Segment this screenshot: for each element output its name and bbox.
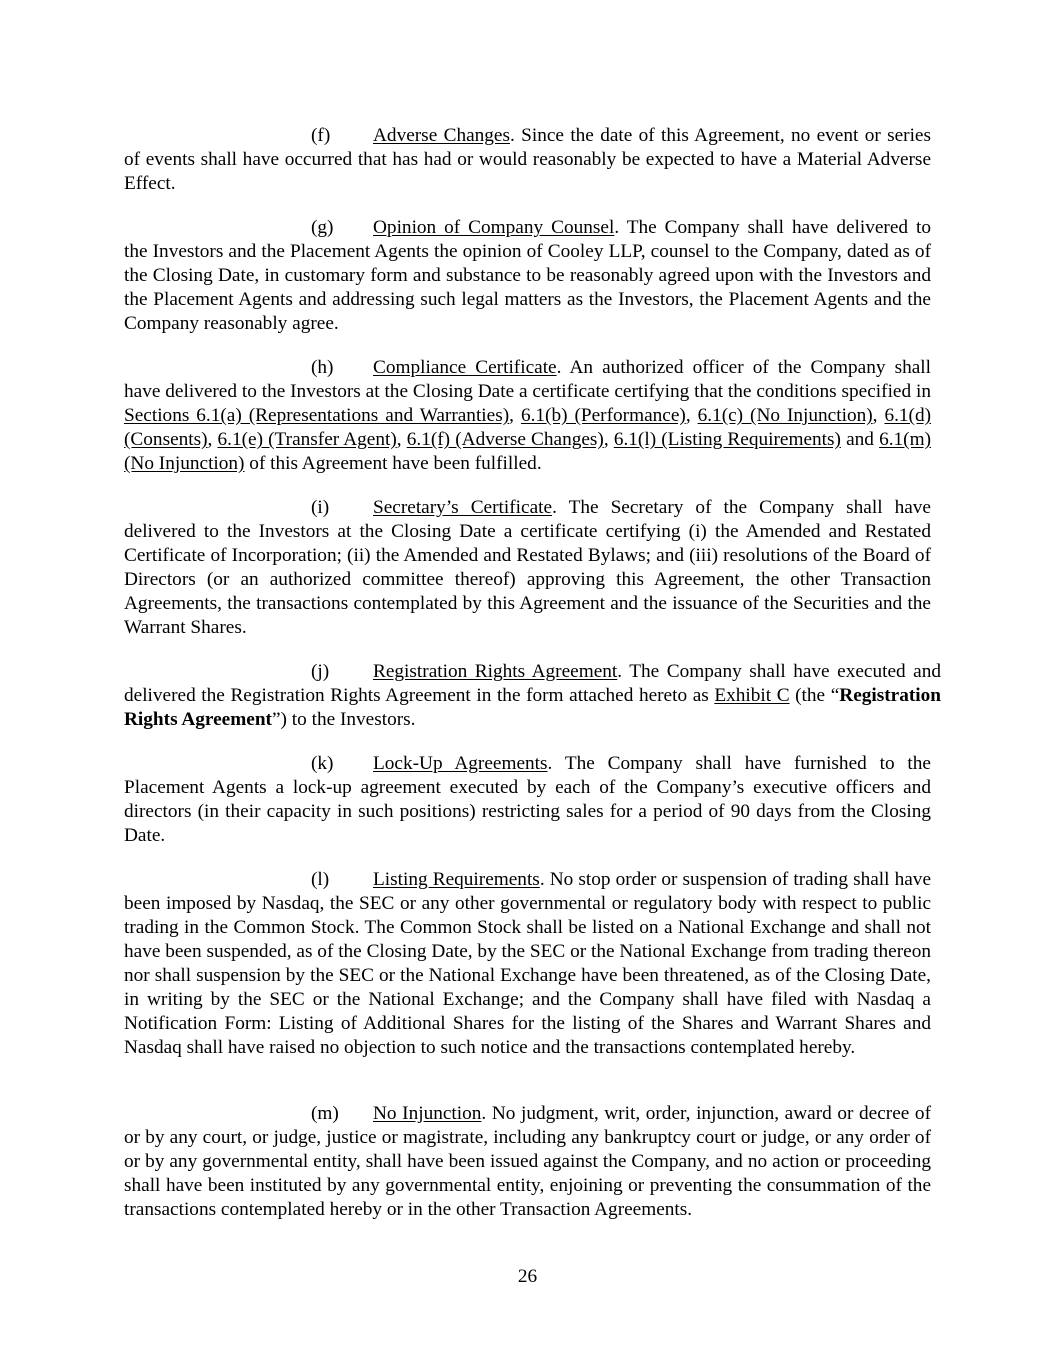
paragraph-heading: Opinion of Company Counsel bbox=[373, 217, 615, 238]
paragraph-l bbox=[124, 868, 931, 1060]
paragraph-text: . The Company shall have executed and delivered the Registration Rights Agreement in the form attached hereto as bbox=[124, 661, 942, 706]
paragraph-i bbox=[124, 496, 931, 640]
paragraph-text: . An authorized officer of the Company shall have delivered to the Investors at the Closing Date a certificate certifying that the conditions specified in bbox=[124, 357, 931, 402]
section-reference: 6.1(e) (Transfer Agent) bbox=[217, 429, 397, 450]
paragraph-heading: Compliance Certificate bbox=[373, 357, 557, 378]
paragraph-label: (f) bbox=[311, 125, 331, 146]
paragraph-label: (j) bbox=[311, 661, 330, 682]
paragraph-label: (m) bbox=[311, 1103, 339, 1124]
section-reference: 6.1(d) (Consents) bbox=[124, 405, 932, 450]
section-reference: 6.1(c) (No Injunction) bbox=[697, 405, 873, 426]
section-reference: 6.1(l) (Listing Requirements) bbox=[613, 429, 841, 450]
paragraph-text: . Since the date of this Agreement, no event or series of events shall have occurred that has had or would reasonably be expected to have a Material Adverse Effect. bbox=[124, 125, 931, 194]
paragraph-m bbox=[124, 1102, 931, 1222]
paragraph-text: . No judgment, writ, order, injunction, award or decree of or by any court, or judge, justice or magistrate, including any bankruptcy court or judge, or any order of or by any governmental entity, shall have been issued against the Company, and no action or proceeding shall have been instituted by any governmental entity, enjoining or preventing the consummation of the transactions contemplated hereby or in the other Transaction Agreements. bbox=[124, 1103, 931, 1220]
section-reference: Sections 6.1(a) (Representations and Warranties) bbox=[124, 405, 510, 426]
paragraph-text: of this Agreement have been fulfilled. bbox=[244, 453, 542, 474]
paragraph-label: (k) bbox=[311, 753, 334, 774]
paragraph-text: (the “ bbox=[789, 685, 840, 706]
paragraph-text: . The Company shall have furnished to the Placement Agents a lock-up agreement executed by each of the Company’s executive officers and directors (in their capacity in such positions) restricting sales for a period of 90 days from the Closing Date. bbox=[124, 753, 931, 846]
paragraph-text: . The Company shall have delivered to the Investors and the Placement Agents the opinion of Cooley LLP, counsel to the Company, dated as of the Closing Date, in customary form and substance to be reasonably agreed upon with the Investors and the Placement Agents and addressing such legal matters as the Investors, the Placement Agents and the Company reasonably agree. bbox=[124, 217, 932, 334]
paragraph-label: (h) bbox=[311, 357, 334, 378]
paragraph-heading: No Injunction bbox=[373, 1103, 482, 1124]
paragraph-heading: Listing Requirements bbox=[373, 869, 540, 890]
paragraph-text: and bbox=[840, 429, 880, 450]
section-reference: 6.1(b) (Performance) bbox=[520, 405, 686, 426]
paragraph-heading: Registration Rights Agreement bbox=[373, 661, 618, 682]
paragraph-label: (g) bbox=[311, 217, 334, 238]
paragraph-label: (l) bbox=[311, 869, 330, 890]
section-reference: 6.1(m) (No Injunction) bbox=[124, 429, 932, 474]
exhibit-reference: Exhibit C bbox=[714, 685, 790, 706]
section-reference: 6.1(f) (Adverse Changes) bbox=[406, 429, 604, 450]
page-number: 26 bbox=[517, 1266, 538, 1287]
paragraph-heading: Secretary’s Certificate bbox=[373, 497, 553, 518]
paragraph-j bbox=[124, 660, 941, 732]
paragraph-heading: Adverse Changes bbox=[373, 125, 510, 146]
defined-term: Registration Rights Agreement bbox=[124, 685, 942, 730]
paragraph-f bbox=[124, 124, 931, 196]
paragraph-h: (h) Compliance Certificate. An authorized officer of the Company shall have delivered to the Investors at the Closing Date a certificate certifying that the conditions specified in Sections 6.1(a) (Representations and Warranties), 6.1(b) (Performance), 6.1(c) (No Injunction), 6.1(d) (Consents), 6.1(e) (Transfer Agent), 6.1(f) (Adverse Changes), 6.1(l) (Listing Requirements) and 6.1(m) (No Injunction) of this Agreement have been fulfilled. bbox=[124, 357, 932, 474]
paragraph-heading: Lock-Up Agreements bbox=[373, 753, 548, 774]
paragraph-text: . The Secretary of the Company shall have delivered to the Investors at the Closing Date a certificate certifying (i) the Amended and Restated Certificate of Incorporation; (ii) the Amended and Restated Bylaws; and (iii) resolutions of the Board of Directors (or an authorized committee thereof) approving this Agreement, the other Transaction Agreements, the transactions contemplated by this Agreement and the issuance of the Securities and the Warrant Shares. bbox=[124, 497, 931, 638]
paragraph-text: . No stop order or suspension of trading shall have been imposed by Nasdaq, the SEC or any other governmental or regulatory body with respect to public trading in the Common Stock. The Common Stock shall be listed on a National Exchange and shall not have been suspended, as of the Closing Date, by the SEC or the National Exchange from trading thereon nor shall suspension by the SEC or the National Exchange have been threatened, as of the Closing Date, in writing by the SEC or the National Exchange; and the Company shall have filed with Nasdaq a Notification Form: Listing of Additional Shares for the listing of the Shares and Warrant Shares and Nasdaq shall have raised no objection to such notice and the transactions contemplated hereby. bbox=[124, 869, 932, 1058]
paragraph-label: (i) bbox=[311, 497, 330, 518]
paragraph-text: ”) to the Investors. bbox=[271, 709, 416, 730]
paragraph-g bbox=[124, 216, 931, 336]
paragraph-k bbox=[124, 752, 931, 848]
